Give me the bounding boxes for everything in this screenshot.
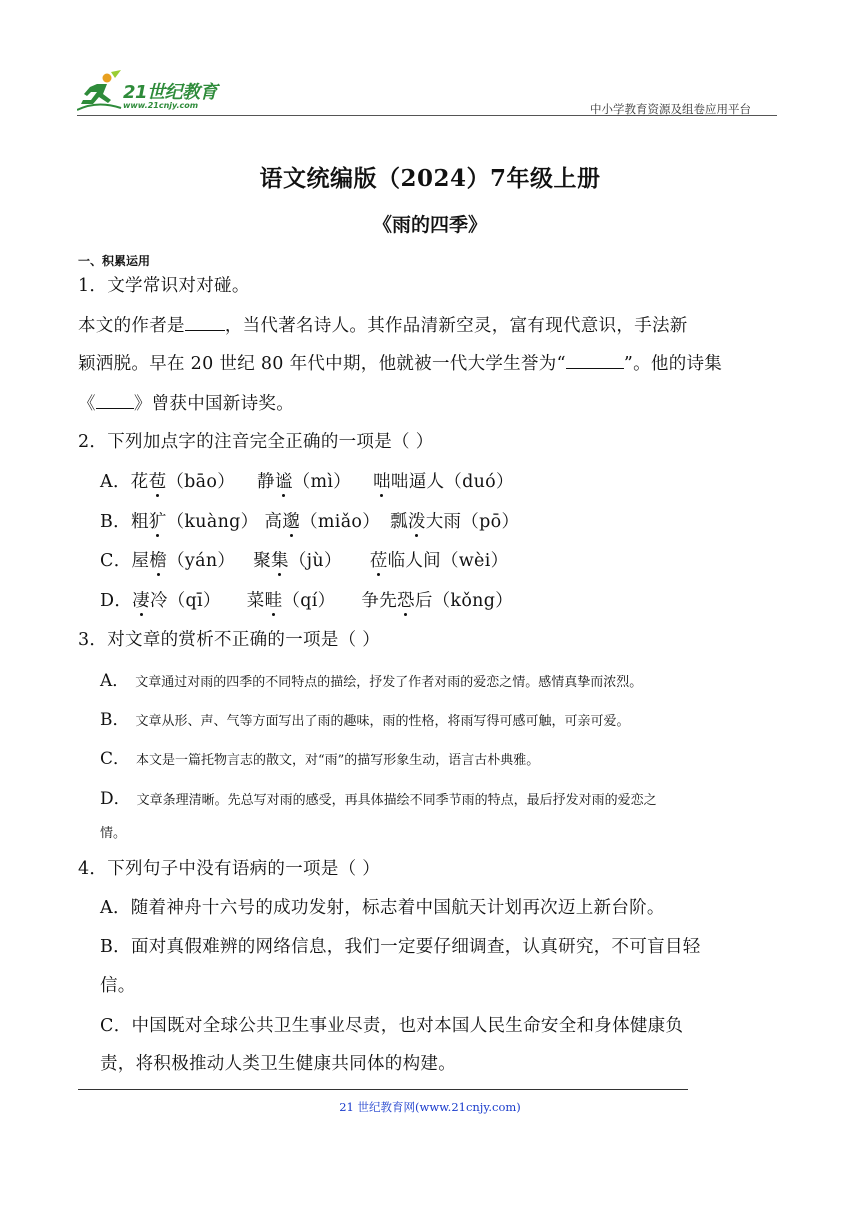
q2-option-a[interactable]: A．花苞（bāo） 静谧（mì） 咄咄逼人（duó） xyxy=(100,472,514,492)
logo-text: 21世纪教育 xyxy=(123,82,218,103)
q1-line-3: 《 》曾获中国新诗奖。 xyxy=(78,394,295,414)
q2-option-d[interactable]: D．凄冷（qī） 菜畦（qí） 争先恐后（kǒng） xyxy=(100,591,514,611)
q3-option-c[interactable]: C． 本文是一篇托物言志的散文，对“雨”的描写形象生动，语言古朴典雅。 xyxy=(100,749,540,769)
q4-option-b[interactable]: B．面对真假难辨的网络信息，我们一定要仔细调查，认真研究，不可盲目轻 xyxy=(100,937,701,957)
q4-option-a[interactable]: A．随着神舟十六号的成功发射，标志着中国航天计划再次迈上新台阶。 xyxy=(100,898,665,918)
header-divider xyxy=(77,115,777,116)
q4-option-c-cont: 责，将积极推动人类卫生健康共同体的构建。 xyxy=(100,1054,456,1074)
footer-divider xyxy=(78,1089,688,1090)
q1-stem: 1．文学常识对对碰。 xyxy=(78,276,250,296)
q3-option-d[interactable]: D． 文章条理清晰。先总写对雨的感受，再具体描绘不同季节雨的特点，最后抒发对雨的爱恋之 xyxy=(100,789,657,809)
section-heading: 一、积累运用 xyxy=(78,254,151,268)
q4-option-b-cont: 信。 xyxy=(100,976,136,996)
footer-link[interactable]: 21 世纪教育网(www.21cnjy.com) xyxy=(339,1100,521,1114)
logo-url: www.21cnjy.com xyxy=(123,101,199,110)
q2-stem: 2．下列加点字的注音完全正确的一项是（ ） xyxy=(78,432,434,452)
q3-option-a[interactable]: A． 文章通过对雨的四季的不同特点的描绘，抒发了作者对雨的爱恋之情。感情真挚而浓烈。 xyxy=(100,671,643,691)
page-subtitle: 《雨的四季》 xyxy=(372,214,487,236)
page-title: 语文统编版（2024）7年级上册 xyxy=(259,165,601,192)
answer-blank[interactable] xyxy=(566,355,624,369)
platform-tagline: 中小学教育资源及组卷应用平台 xyxy=(590,102,751,116)
answer-blank[interactable] xyxy=(96,395,134,409)
q4-stem: 4．下列句子中没有语病的一项是（ ） xyxy=(78,859,381,879)
answer-blank[interactable] xyxy=(185,317,225,331)
q4-option-c[interactable]: C．中国既对全球公共卫生事业尽责，也对本国人民生命安全和身体健康负 xyxy=(100,1016,684,1036)
q3-stem: 3．对文章的赏析不正确的一项是（ ） xyxy=(78,630,381,650)
q2-option-c[interactable]: C．屋檐（yán） 聚集（jù） 莅临人间（wèi） xyxy=(100,551,509,571)
q3-option-d-cont: 情。 xyxy=(100,826,127,841)
q1-line-1: 本文的作者是 ，当代著名诗人。其作品清新空灵，富有现代意识，手法新 xyxy=(78,316,688,336)
q2-option-b[interactable]: B．粗犷（kuàng） 高邈（miǎo） 瓢泼大雨（pō） xyxy=(100,512,520,532)
page-header xyxy=(77,66,777,118)
q1-line-2: 颖洒脱。早在 20 世纪 80 年代中期，他就被一代大学生誉为“ ”。他的诗集 xyxy=(78,354,723,374)
runner-logo-icon xyxy=(77,70,123,114)
site-logo[interactable] xyxy=(77,70,247,114)
q3-option-b[interactable]: B． 文章从形、声、气等方面写出了雨的趣味，雨的性格，将雨写得可感可触，可亲可爱。 xyxy=(100,710,630,730)
